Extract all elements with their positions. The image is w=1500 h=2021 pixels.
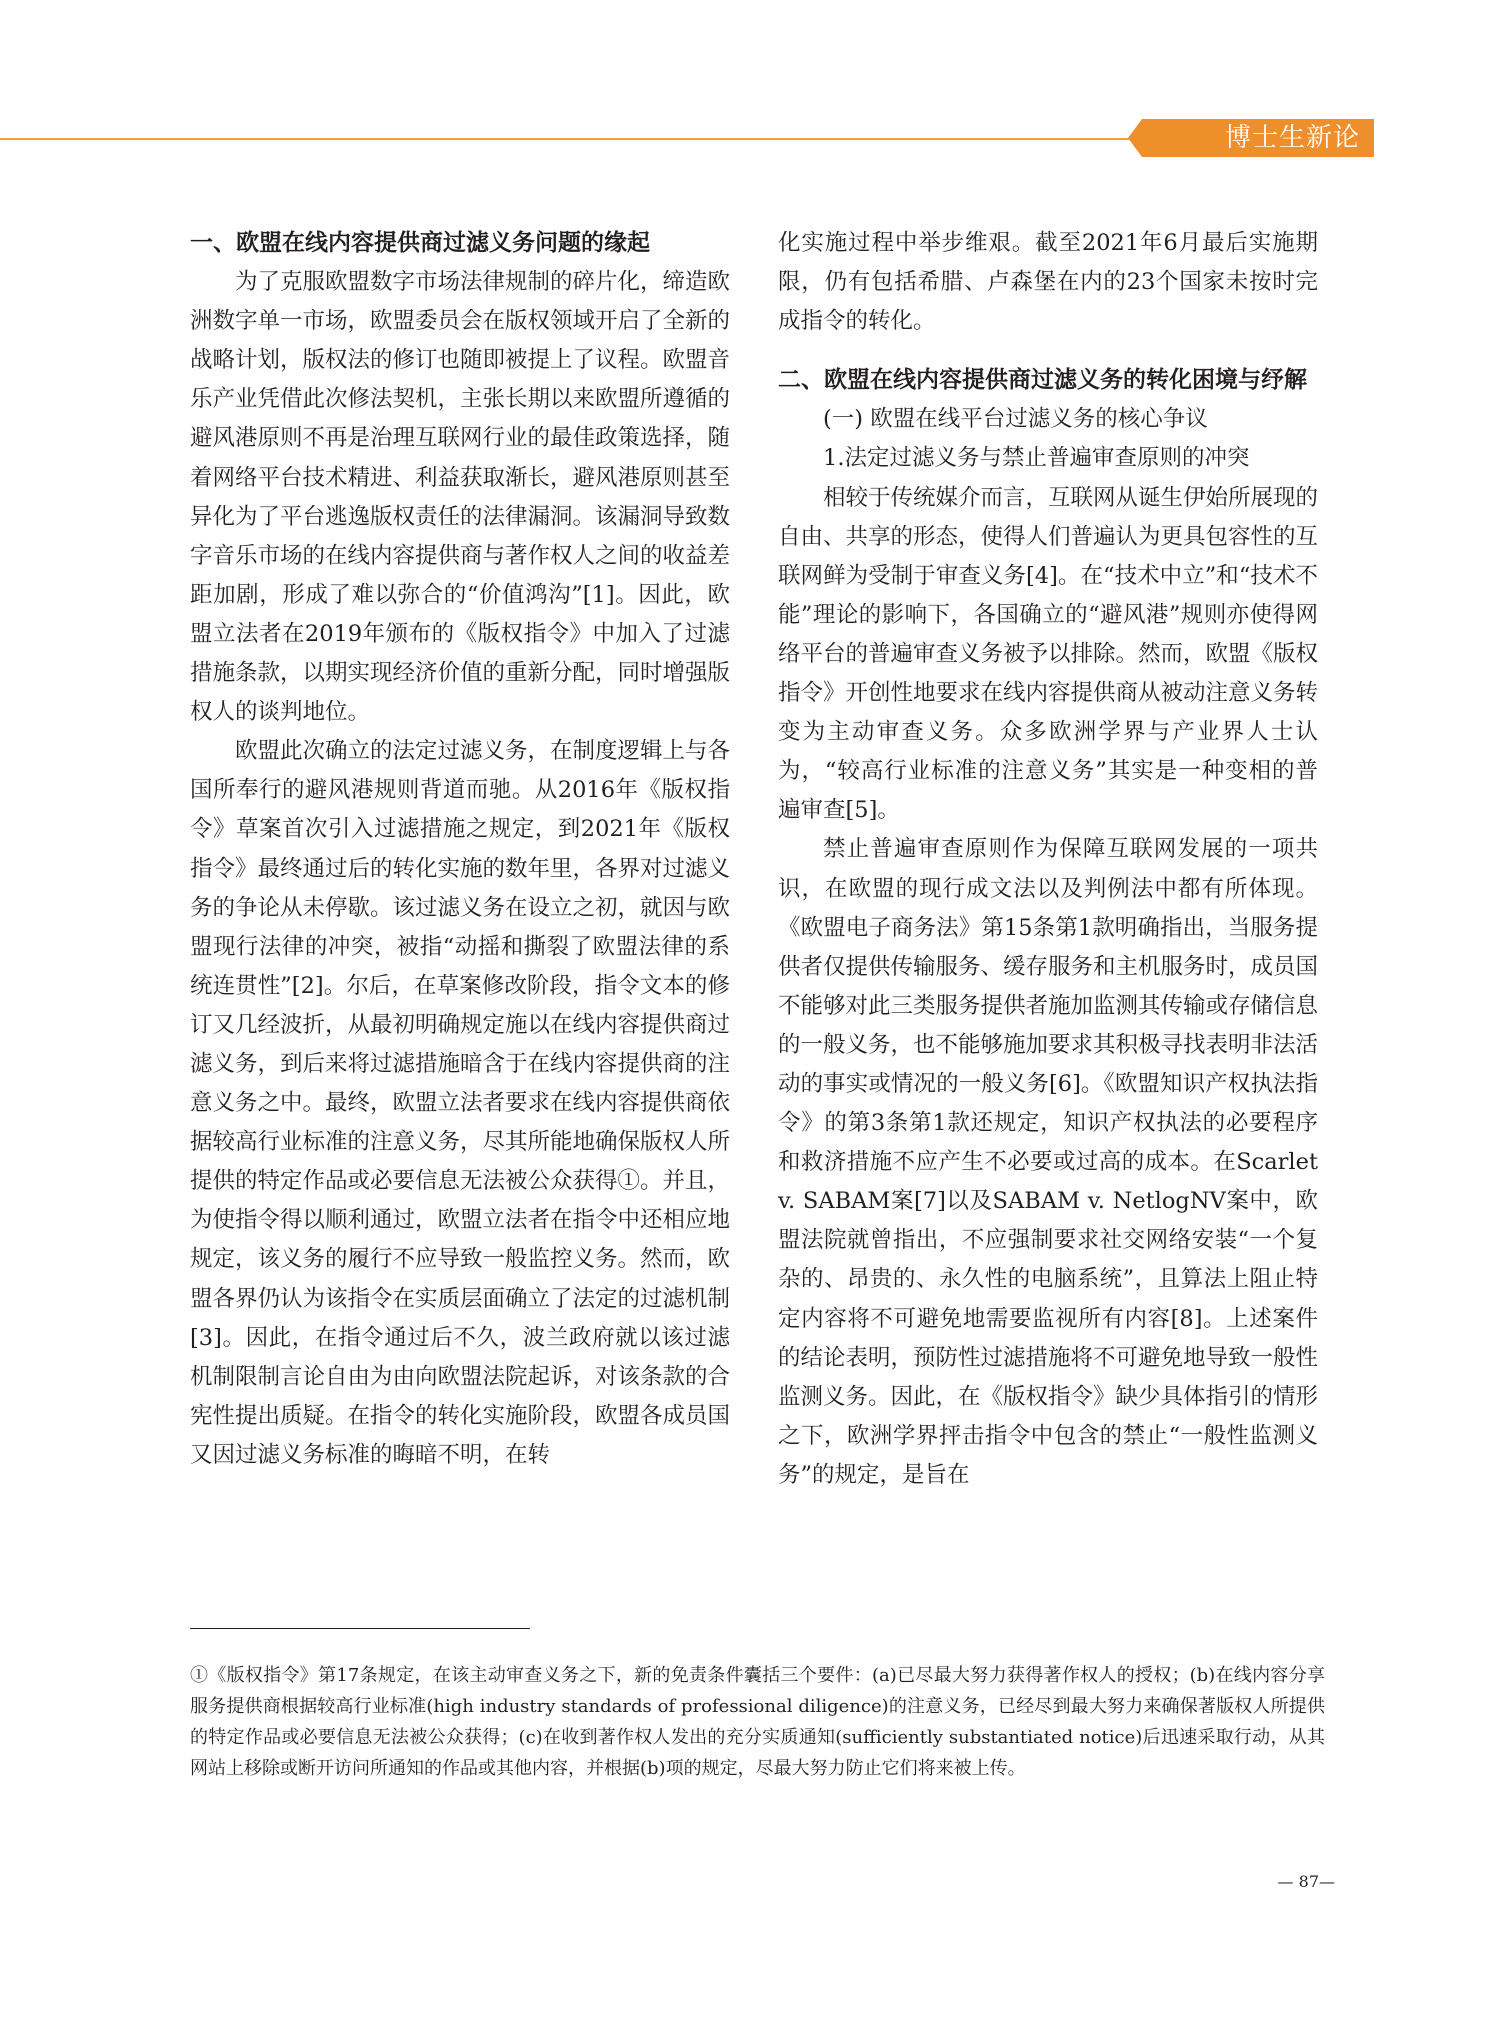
body-paragraph: 禁止普遍审查原则作为保障互联网发展的一项共识，在欧盟的现行成文法以及判例法中都有所体现。《欧盟电子商务法》第15条第1款明确指出，当服务提供者仅提供传输服务、缓存服务和主机服务时，成员国不能够对此三类服务提供者施加监测其传输或存储信息的一般义务，也不能够施加要求其积极寻找表明非法活动的事实或情况的一般义务[6]。《欧盟知识产权执法指令》的第3条第1款还规定，知识产权执法的必要程序和救济措施不应产生不必要或过高的成本。在Scarlet v. SABAM案[7]以及SABAM v. NetlogNV案中，欧盟法院就曾指出，不应强制要求社交网络安装“一个复杂的、昂贵的、永久性的电脑系统”，且算法上阻止特定内容将不可避免地需要监视所有内容[8]。上述案件的结论表明，预防性过滤措施将不可避免地导致一般性监测义务。因此，在《版权指令》缺少具体指引的情形之下，欧洲学界抨击指令中包含的禁止“一般性监测义务”的规定，是旨在 xyxy=(778,836,1319,1488)
footnote: ①《版权指令》第17条规定，在该主动审查义务之下，新的免责条件囊括三个要件：(a)已尽最大努力获得著作权人的授权；(b)在线内容分享服务提供商根据较高行业标准(high industry standards of professional diligence)的注意义务，已经尽到最大努力来确保著版权人所提供的特定作品或必要信息无法被公众获得；(c)在收到著作权人发出的充分实质通知(sufficiently substantiated notice)后迅速采取行动，从其网站上移除或断开访问所通知的作品或其他内容，并根据(b)项的规定，尽最大努力防止它们将来被上传。 xyxy=(190,1665,1325,1779)
body-paragraph: 为了克服欧盟数字市场法律规制的碎片化，缔造欧洲数字单一市场，欧盟委员会在版权领域开启了全新的战略计划，版权法的修订也随即被提上了议程。欧盟音乐产业凭借此次修法契机，主张长期以来欧盟所遵循的避风港原则不再是治理互联网行业的最佳政策选择，随着网络平台技术精进、利益获取渐长，避风港原则甚至异化为了平台逃逸版权责任的法律漏洞。该漏洞导致数字音乐市场的在线内容提供商与著作权人之间的收益差距加剧，形成了难以弥合的“价值鸿沟”[1]。因此，欧盟立法者在2019年颁布的《版权指令》中加入了过滤措施条款，以期实现经济价值的重新分配，同时增强版权人的谈判地位。 xyxy=(190,269,731,726)
header-rule xyxy=(0,138,1160,140)
continued-paragraph: 化实施过程中举步维艰。截至2021年6月最后实施期限，仍有包括希腊、卢森堡在内的23个国家未按时完成指令的转化。 xyxy=(778,230,1318,335)
page-number: — 87— xyxy=(1277,1872,1335,1891)
subheading-1: (一) 欧盟在线平台过滤义务的核心争议 xyxy=(823,406,1208,433)
body-paragraph: 相较于传统媒介而言，互联网从诞生伊始所展现的自由、共享的形态，使得人们普遍认为更具包容性的互联网鲜为受制于审查义务[4]。在“技术中立”和“技术不能”理论的影响下，各国确立的“避风港”规则亦使得网络平台的普遍审查义务被予以排除。然而，欧盟《版权指令》开创性地要求在线内容提供商从被动注意义务转变为主动审查义务。众多欧洲学界与产业界人士认为，“较高行业标准的注意义务”其实是一种变相的普遍审查[5]。 xyxy=(778,484,1319,824)
footnote-rule xyxy=(190,1628,530,1629)
right-column xyxy=(778,224,1318,1495)
subheading-2: 1.法定过滤义务与禁止普遍审查原则的冲突 xyxy=(823,445,1250,472)
section-tab: 博士生新论 xyxy=(1142,119,1374,157)
section-heading-2: 二、欧盟在线内容提供商过滤义务的转化困境与纾解 xyxy=(778,367,1307,394)
body-paragraph: 欧盟此次确立的法定过滤义务，在制度逻辑上与各国所奉行的避风港规则背道而驰。从2016年《版权指令》草案首次引入过滤措施之规定，到2021年《版权指令》最终通过后的转化实施的数年里，各界对过滤义务的争论从未停歇。该过滤义务在设立之初，就因与欧盟现行法律的冲突，被指“动摇和撕裂了欧盟法律的系统连贯性”[2]。尔后，在草案修改阶段，指令文本的修订又几经波折，从最初明确规定施以在线内容提供商过滤义务，到后来将过滤措施暗含于在线内容提供商的注意义务之中。最终，欧盟立法者要求在线内容提供商依据较高行业标准的注意义务，尽其所能地确保版权人所提供的特定作品或必要信息无法被公众获得①。并且，为使指令得以顺利通过，欧盟立法者在指令中还相应地规定，该义务的履行不应导致一般监控义务。然而，欧盟各界仍认为该指令在实质层面确立了法定的过滤机制[3]。因此，在指令通过后不久，波兰政府就以该过滤机制限制言论自由为由向欧盟法院起诉，对该条款的合宪性提出质疑。在指令的转化实施阶段，欧盟各成员国又因过滤义务标准的晦暗不明，在转 xyxy=(190,738,731,1468)
left-column xyxy=(190,224,730,1475)
section-heading-1: 一、欧盟在线内容提供商过滤义务问题的缘起 xyxy=(190,230,650,256)
